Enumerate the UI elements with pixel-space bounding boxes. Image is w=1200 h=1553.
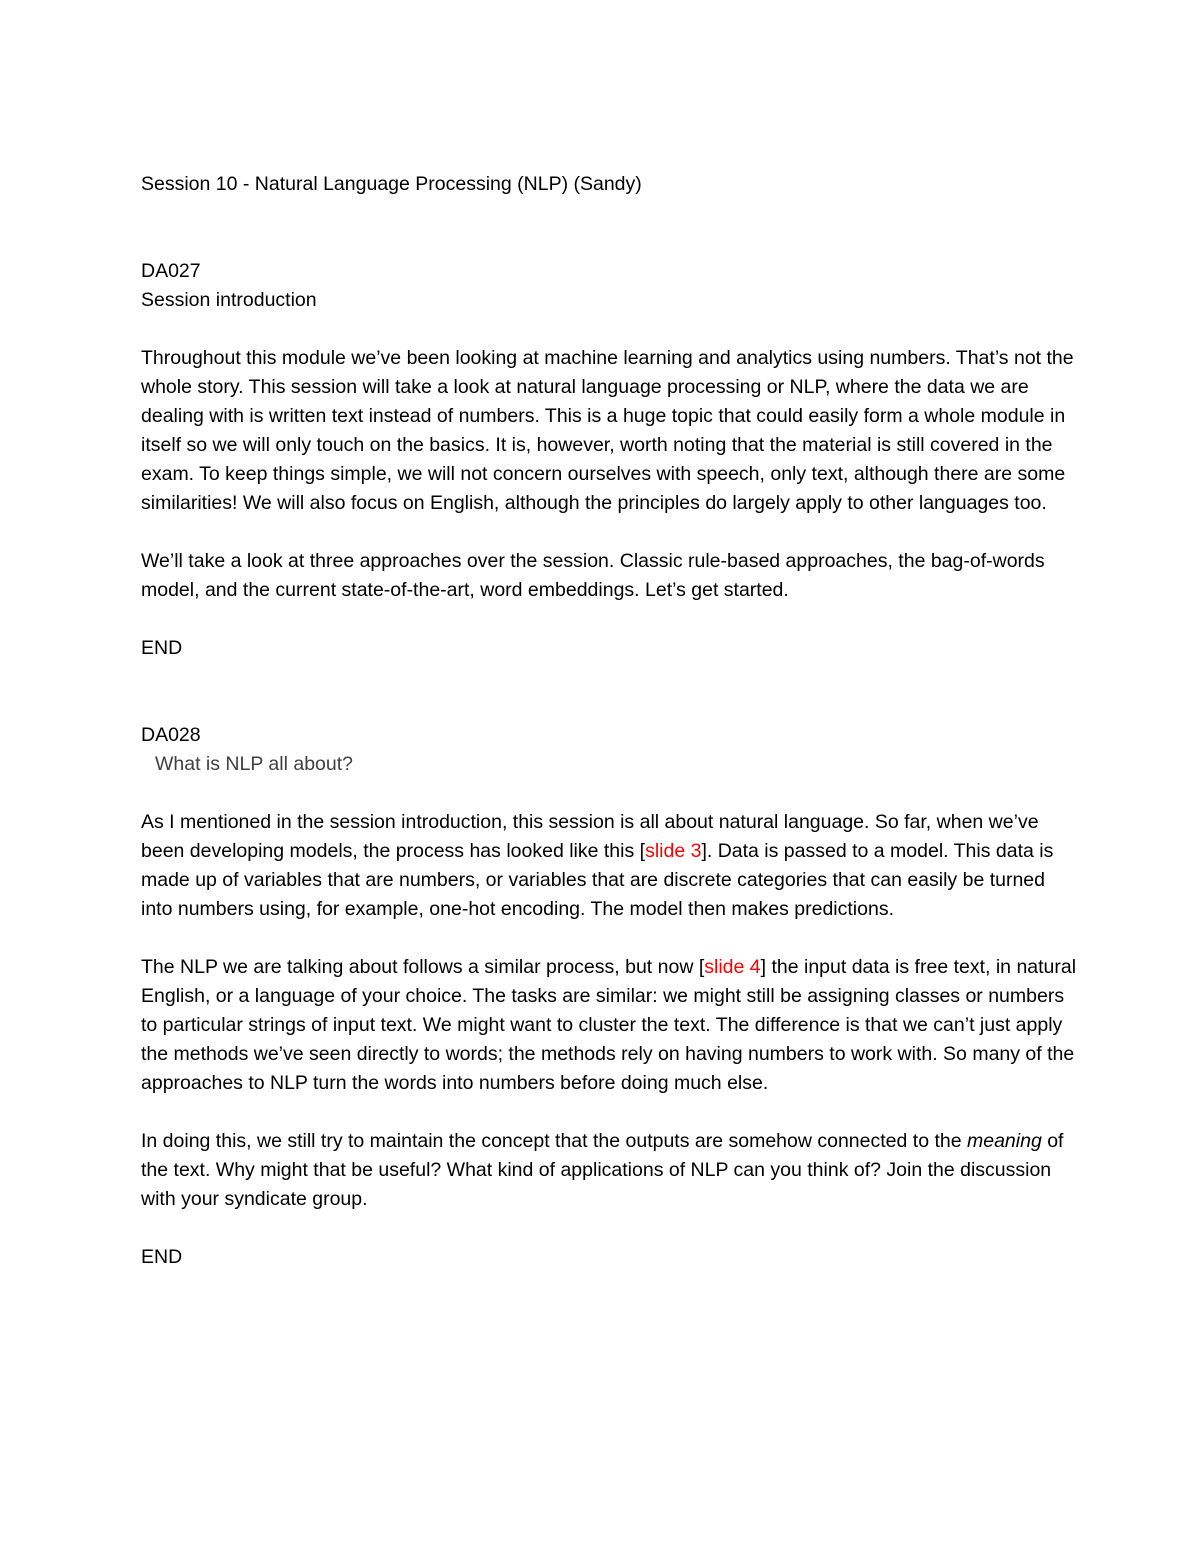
section-code: DA027 xyxy=(141,260,201,282)
paragraph-text: As I mentioned in the session introduction, this session is all about natural language. So far, when we’ve been developing models, the process has looked like this [ xyxy=(141,811,1039,862)
emphasis-text: meaning xyxy=(966,1130,1042,1152)
paragraph-text: ] the input data is free text, in natural English, or a language of your choice. The tasks are similar: we might still be assigning classes or numbers to particular strings of input text. We might want to cluster the text. The difference is that we can’t just apply the methods we’ve seen directly to words; the methods rely on having numbers to work with. So many of the approaches to NLP turn the words into numbers before doing much else. xyxy=(141,956,1077,1094)
section-da027 xyxy=(141,257,1080,663)
paragraph-text: In doing this, we still try to maintain the concept that the outputs are somehow connected to the xyxy=(141,1130,967,1152)
slide-reference: slide 4 xyxy=(704,956,761,978)
paragraph xyxy=(141,953,1080,1098)
paragraph: Throughout this module we’ve been looking at machine learning and analytics using numbers. That’s not the whole story. This session will take a look at natural language processing or NLP, where the data we are dealing with is written text instead of numbers. This is a huge topic that could easily form a whole module in itself so we will only touch on the basics. It is, however, worth noting that the material is still covered in the exam. To keep things simple, we will not concern ourselves with speech, only text, although there are some similarities! We will also focus on English, although the principles do largely apply to other languages too. xyxy=(141,347,1074,514)
section-heading: Session introduction xyxy=(141,289,317,311)
section-code: DA028 xyxy=(141,724,201,746)
slide-reference: slide 3 xyxy=(645,840,702,862)
end-marker: END xyxy=(141,637,183,659)
paragraph-text: of the text. Why might that be useful? What kind of applications of NLP can you think of? Join the discussion with your syndicate group. xyxy=(141,1130,1064,1210)
section-heading: What is NLP all about? xyxy=(155,753,353,775)
document-title: Session 10 - Natural Language Processing (NLP) (Sandy) xyxy=(141,173,642,195)
section-da028 xyxy=(141,721,1080,1272)
paragraph xyxy=(141,808,1080,924)
paragraph xyxy=(141,1127,1080,1214)
paragraph-text: ]. Data is passed to a model. This data is made up of variables that are numbers, or variables that are discrete categories that can easily be turned into numbers using, for example, one-hot encoding. The model then makes predictions. xyxy=(141,840,1054,920)
end-marker: END xyxy=(141,1246,183,1268)
paragraph-text: The NLP we are talking about follows a similar process, but now [ xyxy=(141,956,705,978)
paragraph: We’ll take a look at three approaches over the session. Classic rule-based approaches, the bag-of-words model, and the current state-of-the-art, word embeddings. Let’s get started. xyxy=(141,550,1045,601)
